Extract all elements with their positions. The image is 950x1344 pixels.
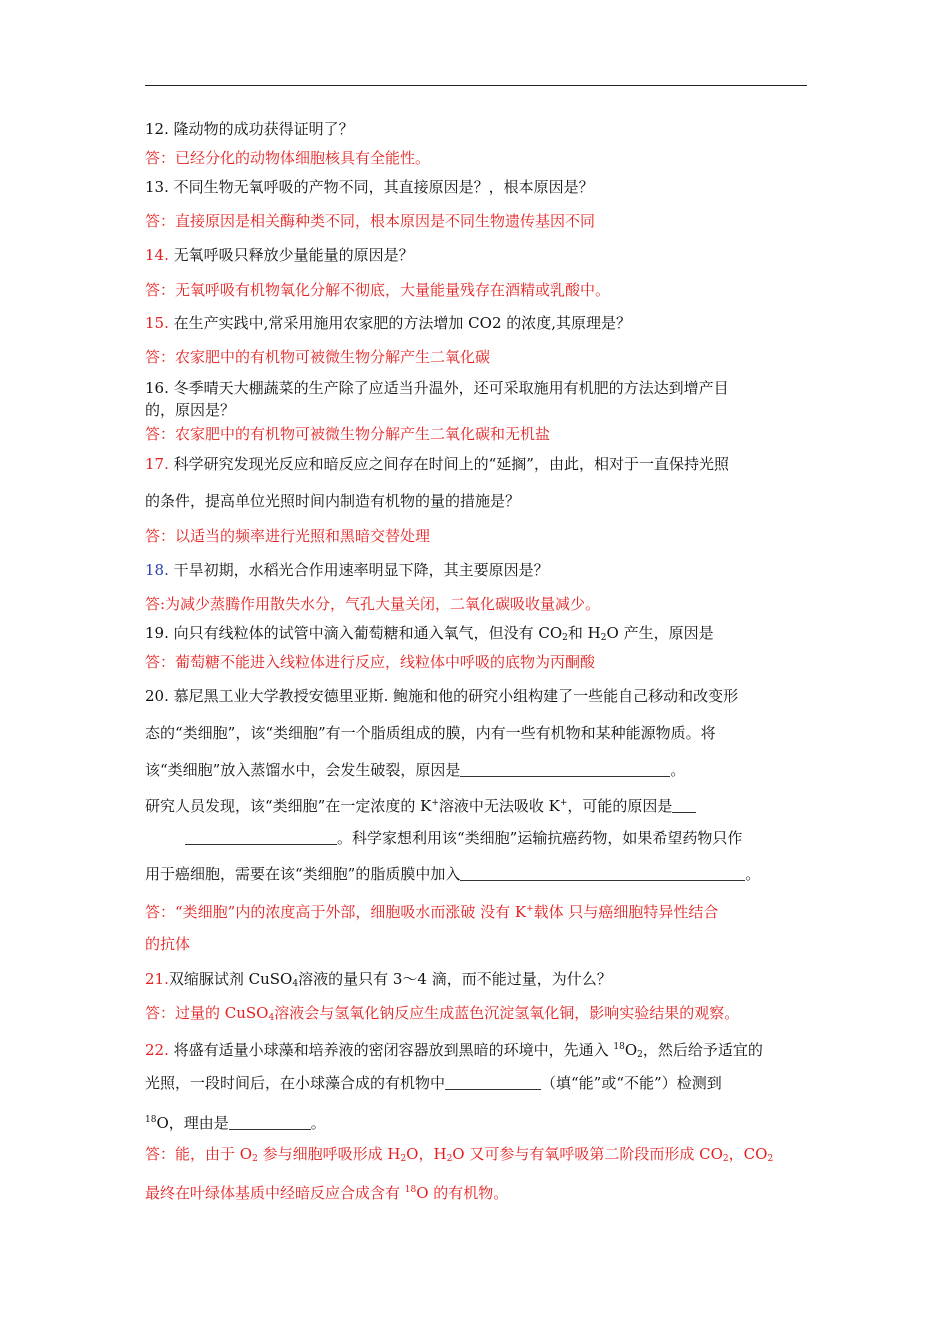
q20-line1: 20. 慕尼黑工业大学教授安德里亚斯. 鲍施和他的研究小组构建了一些能自己移动和改变形 [145, 687, 739, 705]
q18-answer: 答:为减少蒸腾作用散失水分，气孔大量关闭，二氧化碳吸收量减少。 [145, 595, 601, 613]
q17-body: 科学研究发现光反应和暗反应之间存在时间上的“延搁”，由此，相对于一直保持光照 [168, 455, 729, 473]
q22-line1-a: 将盛有适量小球藻和培养液的密闭容器放到黑暗的环境中，先通入 [168, 1041, 614, 1059]
q22-sub-1: 2 [637, 1050, 643, 1060]
q22-ans-part: 答：能，由于 O [145, 1145, 253, 1163]
q21-answer-a: 答：过量的 CuSO [145, 1004, 269, 1022]
q22-ans-sub: 2 [400, 1154, 407, 1164]
q20-line2: 态的“类细胞”，该“类细胞”有一个脂质组成的膜，内有一些有机物和某种能源物质。将 [145, 724, 716, 742]
q20-answer-b: 载体 只与癌细胞特异性结合 [533, 903, 719, 921]
q18-text [145, 559, 549, 581]
q20-line3-period: 。 [670, 761, 686, 779]
q16-answer: 答：农家肥中的有机物可被微生物分解产生二氧化碳和无机盐 [145, 425, 551, 443]
q22-blank-2[interactable] [229, 1113, 311, 1130]
q22-line1-b: O [624, 1041, 638, 1059]
q20-line6 [145, 863, 760, 885]
q22-line3 [145, 1109, 326, 1134]
q22-answer-line2 [145, 1179, 508, 1204]
q22-blank-1[interactable] [445, 1073, 541, 1090]
q20-line5-text: 。科学家想利用该“类细胞”运输抗癌药物，如果希望药物只作 [337, 829, 743, 847]
q20-answer-line1 [145, 898, 718, 923]
q17-line1 [145, 453, 729, 475]
q14-number: 14. [145, 246, 169, 264]
q19-part-c: O 产生，原因是 [606, 624, 714, 642]
q15-answer: 答：农家肥中的有机物可被微生物分解产生二氧化碳 [145, 348, 491, 366]
q22-line2 [145, 1072, 722, 1094]
q22-number: 22. [145, 1041, 169, 1059]
q20-answer-sup: + [526, 904, 534, 914]
q22-line3-period: 。 [310, 1114, 326, 1132]
q22-line1 [145, 1036, 763, 1066]
q15-text [145, 312, 631, 334]
q19-answer: 答：葡萄糖不能进入线粒体进行反应，线粒体中呼吸的底物为丙酮酸 [145, 653, 596, 671]
q22-ans-part: 参与细胞呼吸形成 H [257, 1145, 401, 1163]
q22-ans-part: O 又可参与有氧呼吸第二阶段而形成 CO [452, 1145, 723, 1163]
q22-ans-sub: 2 [722, 1154, 729, 1164]
q22-ans2-a: 最终在叶绿体基质中经暗反应合成含有 [145, 1184, 405, 1202]
q22-line3-text: O，理由是 [156, 1114, 229, 1132]
q22-ans-sub: 2 [252, 1154, 258, 1164]
q21-part-b: 溶液的量只有 3～4 滴，而不能过量，为什么？ [298, 970, 612, 988]
q16-line1: 16. 冬季晴天大棚蔬菜的生产除了应适当升温外，还可采取施用有机肥的方法达到增产目 [145, 379, 729, 397]
q14-text [145, 244, 414, 266]
q12-text: 12. 隆动物的成功获得证明了？ [145, 120, 354, 138]
q14-body: 无氧呼吸只释放少量能量的原因是？ [168, 246, 414, 264]
q20-answer-a: 答：“类细胞”内的浓度高于外部，细胞吸水而涨破 没有 K [145, 903, 527, 921]
q19-text [145, 622, 714, 649]
q17-number: 17. [145, 455, 169, 473]
q13-answer: 答：直接原因是相关酶种类不同，根本原因是不同生物遗传基因不同 [145, 212, 596, 230]
q22-sup-2: 18 [145, 1115, 157, 1125]
q14-answer: 答：无氧呼吸有机物氧化分解不彻底，大量能量残存在酒精或乳酸中。 [145, 281, 611, 299]
q18-body: 干旱初期，水稻光合作用速率明显下降，其主要原因是？ [168, 561, 549, 579]
q22-line1-c: ，然后给予适宜的 [642, 1041, 763, 1059]
q22-ans-sub: 2 [446, 1154, 453, 1164]
q20-line4-a: 研究人员发现，该“类细胞”在一定浓度的 K [145, 797, 432, 815]
q20-line3 [145, 759, 685, 781]
q13-text: 13. 不同生物无氧呼吸的产物不同，其直接原因是？，根本原因是？ [145, 178, 594, 196]
q21-part-a: 双缩脲试剂 CuSO [168, 970, 293, 988]
q20-line4-b: 溶液中无法吸收 K [438, 797, 560, 815]
q20-sup-1: + [431, 798, 439, 808]
q22-sup-1: 18 [613, 1042, 625, 1052]
q20-line4-c: ，可能的原因是 [567, 797, 673, 815]
q22-ans2-b: O 的有机物。 [416, 1184, 509, 1202]
q22-answer-line1 [145, 1143, 773, 1170]
q12-answer: 答：已经分化的动物体细胞核具有全能性。 [145, 149, 431, 167]
q21-answer-b: 溶液会与氢氧化钠反应生成蓝色沉淀氢氧化铜，影响实验结果的观察。 [274, 1004, 740, 1022]
q16-line2: 的，原因是？ [145, 401, 236, 419]
q21-number: 21. [145, 970, 169, 988]
q20-line5 [145, 827, 742, 849]
q15-body: 在生产实践中,常采用施用农家肥的方法增加 CO2 的浓度,其原理是？ [168, 314, 632, 332]
q21-answer [145, 1002, 739, 1029]
q20-sup-2: + [559, 798, 568, 808]
q19-part-a: 19. 向只有线粒体的试管中滴入葡萄糖和通入氧气，但没有 CO [145, 624, 563, 642]
q22-line2-b: （填“能”或“不能”）检测到 [541, 1074, 722, 1092]
q22-ans-part: O，H [406, 1145, 447, 1163]
q18-number: 18. [145, 561, 169, 579]
q20-line6-period: 。 [745, 865, 761, 883]
q21-text [145, 968, 612, 995]
q20-blank-3[interactable] [460, 864, 745, 881]
q22-ans2-sup: 18 [404, 1185, 417, 1195]
q20-line6-text: 用于癌细胞，需要在该“类细胞”的脂质膜中加入 [145, 865, 461, 883]
q22-ans-part: ，CO [728, 1145, 768, 1163]
q20-blank-2b[interactable] [185, 828, 337, 845]
q20-answer-line2: 的抗体 [145, 935, 191, 953]
q21-sub: 4 [292, 979, 299, 989]
q19-sub-1: 2 [562, 633, 568, 643]
q19-part-b: 和 H [567, 624, 601, 642]
header-rule [145, 85, 807, 86]
q20-blank-1[interactable] [460, 760, 670, 777]
q20-blank-2a[interactable] [672, 796, 696, 813]
q21-answer-sub: 4 [268, 1013, 275, 1023]
q15-number: 15. [145, 314, 169, 332]
q22-line2-a: 光照，一段时间后，在小球藻合成的有机物中 [145, 1074, 446, 1092]
q20-line4 [145, 792, 696, 817]
q22-ans-sub: 2 [767, 1154, 774, 1164]
q17-answer: 答：以适当的频率进行光照和黑暗交替处理 [145, 527, 431, 545]
q20-line3-text: 该“类细胞”放入蒸馏水中，会发生破裂，原因是 [145, 761, 461, 779]
q17-line2: 的条件，提高单位光照时间内制造有机物的量的措施是？ [145, 492, 521, 510]
q19-sub-2: 2 [600, 633, 607, 643]
